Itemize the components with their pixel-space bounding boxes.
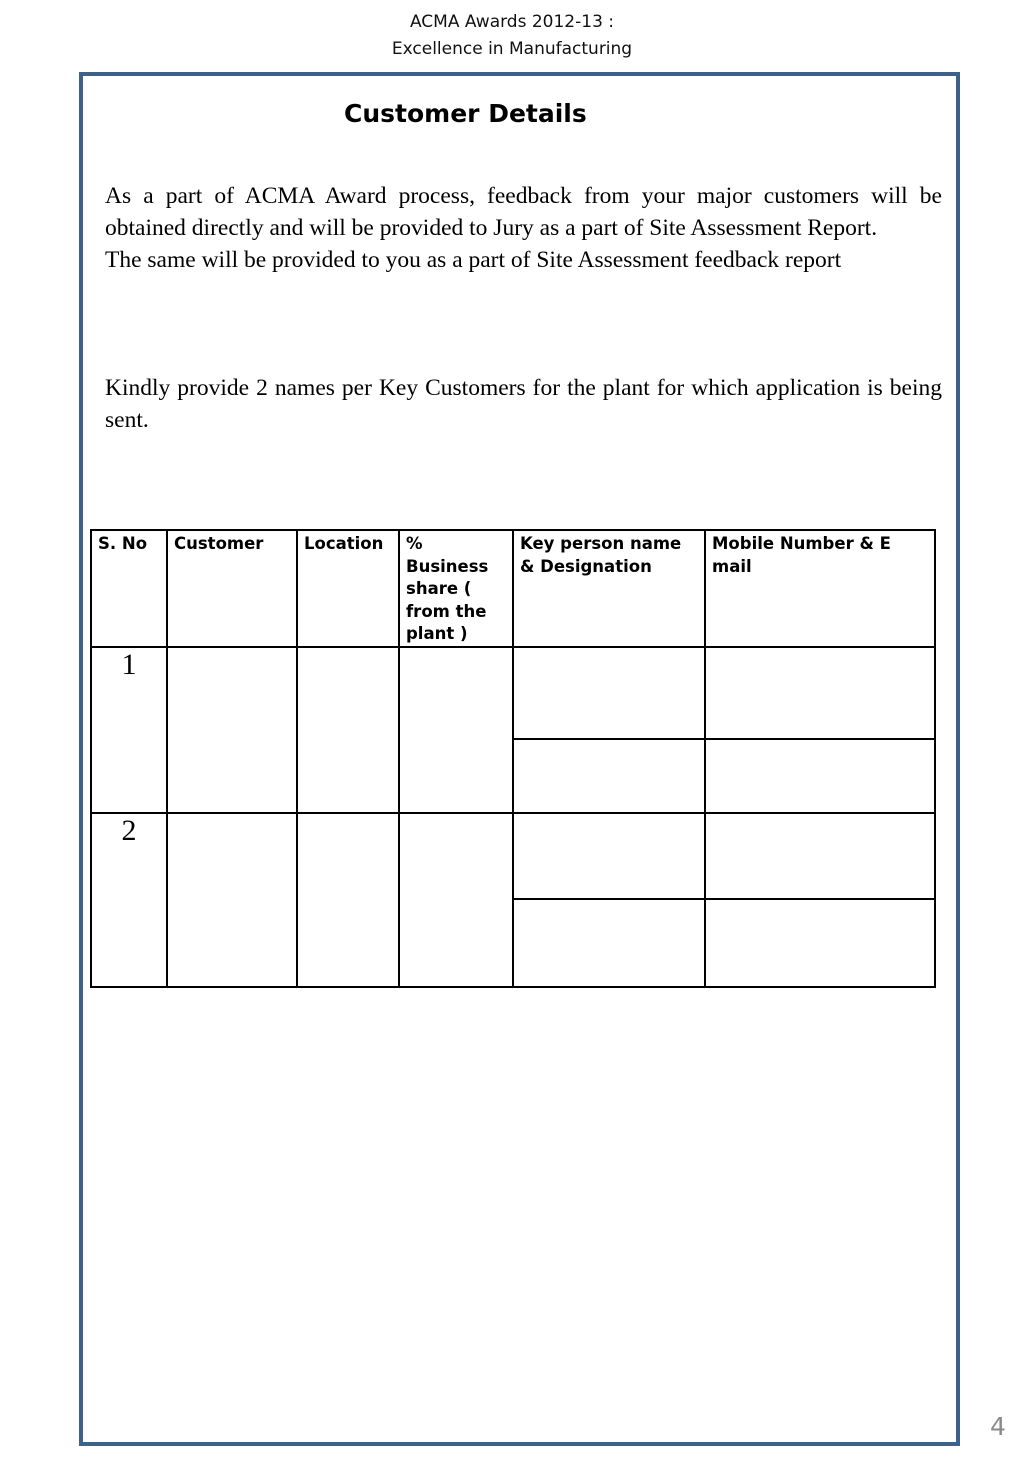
header-line-1: ACMA Awards 2012-13 : [409, 12, 615, 32]
contact-cell[interactable] [705, 813, 935, 899]
page-number: 4 [990, 1412, 1006, 1441]
sno-cell: 1 [91, 647, 167, 813]
header-key-person: Key person name & Designation [513, 530, 705, 647]
business-share-cell[interactable] [399, 813, 513, 987]
paragraph-3: Kindly provide 2 names per Key Customers for the plant for which application is being sent. [105, 375, 942, 433]
header-customer: Customer [167, 530, 297, 647]
key-person-cell[interactable] [513, 899, 705, 987]
instruction-text [105, 372, 942, 436]
business-share-cell[interactable] [399, 647, 513, 813]
header-contact: Mobile Number & E mail [705, 530, 935, 647]
key-person-cell[interactable] [513, 813, 705, 899]
contact-cell[interactable] [705, 899, 935, 987]
table-header-row [91, 530, 935, 647]
customer-cell[interactable] [167, 647, 297, 813]
key-person-cell[interactable] [513, 739, 705, 813]
header-line-2: Excellence in Manufacturing [391, 39, 633, 59]
paragraph-2: The same will be provided to you as a part of Site Assessment feedback report [105, 247, 842, 273]
customer-cell[interactable] [167, 813, 297, 987]
header-sno: S. No [91, 530, 167, 647]
table-row [91, 813, 935, 899]
customer-details-table [90, 529, 936, 988]
location-cell[interactable] [297, 813, 399, 987]
paragraph-1: As a part of ACMA Award process, feedback from your major customers will be obtained directly and will be provided to Jury as a part of Site Assessment Report. [105, 183, 942, 241]
table-row [91, 647, 935, 739]
section-title: Customer Details [344, 99, 587, 128]
sno-cell: 2 [91, 813, 167, 987]
header-business-share: % Business share ( from the plant ) [399, 530, 513, 647]
contact-cell[interactable] [705, 647, 935, 739]
contact-cell[interactable] [705, 739, 935, 813]
intro-text [105, 180, 942, 276]
document-header [0, 9, 1024, 63]
location-cell[interactable] [297, 647, 399, 813]
header-location: Location [297, 530, 399, 647]
key-person-cell[interactable] [513, 647, 705, 739]
